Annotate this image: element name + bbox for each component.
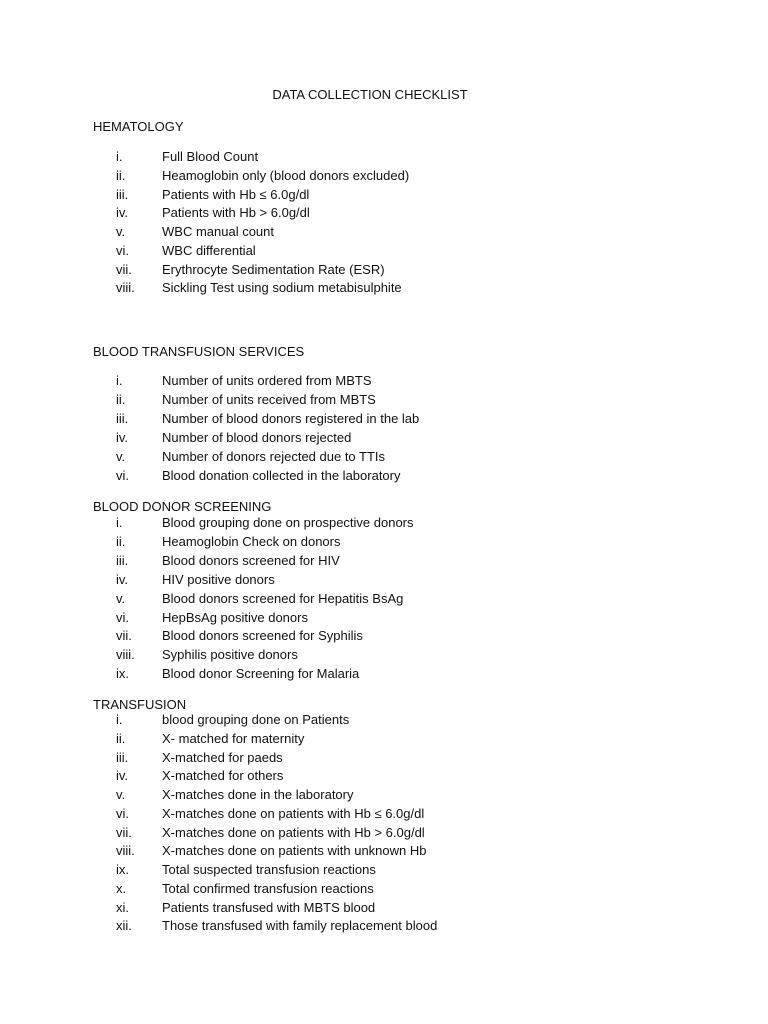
list-item	[116, 429, 351, 447]
item-number: vi.	[116, 610, 129, 625]
list-item	[116, 665, 359, 683]
list-item	[116, 861, 376, 879]
item-text: X-matches done on patients with Hb ≤ 6.0g/dl	[162, 806, 425, 821]
item-text: X-matched for others	[162, 768, 284, 783]
item-number: xi.	[116, 900, 129, 915]
list-item	[116, 514, 414, 532]
item-text: Patients transfused with MBTS blood	[162, 900, 376, 915]
item-text: Patients with Hb ≤ 6.0g/dl	[162, 187, 310, 202]
list-item	[116, 899, 375, 917]
item-number: vii.	[116, 825, 132, 840]
item-number: i.	[116, 712, 123, 727]
section-heading: TRANSFUSION	[93, 697, 187, 712]
item-text: X- matched for maternity	[162, 731, 305, 746]
item-text: Number of blood donors registered in the lab	[162, 411, 420, 426]
item-text: Those transfused with family replacement blood	[162, 918, 438, 933]
list-item	[116, 805, 424, 823]
list-item	[116, 749, 283, 767]
list-item	[116, 880, 374, 898]
item-text: WBC manual count	[162, 224, 274, 239]
item-number: vi.	[116, 806, 129, 821]
list-item	[116, 917, 437, 935]
list-item	[116, 448, 385, 466]
item-number: iii.	[116, 750, 129, 765]
item-number: iii.	[116, 187, 129, 202]
item-number: x.	[116, 881, 127, 896]
item-text: X-matches done on patients with unknown Hb	[162, 843, 427, 858]
list-item	[116, 223, 274, 241]
item-number: vi.	[116, 468, 129, 483]
item-text: Erythrocyte Sedimentation Rate (ESR)	[162, 262, 385, 277]
item-number: xii.	[116, 918, 132, 933]
item-number: ii.	[116, 392, 126, 407]
item-text: Blood donation collected in the laboratory	[162, 468, 401, 483]
item-text: Heamoglobin only (blood donors excluded)	[162, 168, 410, 183]
item-text: Blood donors screened for Syphilis	[162, 628, 363, 643]
list-item	[116, 186, 309, 204]
item-number: i.	[116, 515, 123, 530]
section-heading: HEMATOLOGY	[93, 119, 184, 134]
item-text: Blood grouping done on prospective donors	[162, 515, 414, 530]
list-item	[116, 571, 275, 589]
item-text: X-matches done on patients with Hb > 6.0g/dl	[162, 825, 425, 840]
item-text: Total suspected transfusion reactions	[162, 862, 376, 877]
list-item	[116, 148, 258, 166]
item-number: ii.	[116, 534, 126, 549]
list-item	[116, 242, 256, 260]
item-text: X-matched for paeds	[162, 750, 283, 765]
item-number: ix.	[116, 666, 129, 681]
item-text: Number of units received from MBTS	[162, 392, 376, 407]
list-item	[116, 627, 363, 645]
item-text: Number of units ordered from MBTS	[162, 373, 372, 388]
item-number: vii.	[116, 628, 132, 643]
item-number: v.	[116, 449, 126, 464]
item-text: Number of donors rejected due to TTIs	[162, 449, 386, 464]
item-text: Sickling Test using sodium metabisulphite	[162, 280, 402, 295]
item-number: v.	[116, 224, 126, 239]
item-text: Patients with Hb > 6.0g/dl	[162, 205, 310, 220]
section-heading: BLOOD TRANSFUSION SERVICES	[93, 344, 305, 359]
item-number: ii.	[116, 731, 126, 746]
item-number: vi.	[116, 243, 129, 258]
list-item	[116, 204, 310, 222]
item-text: Blood donor Screening for Malaria	[162, 666, 360, 681]
item-number: viii.	[116, 843, 135, 858]
list-item	[116, 767, 283, 785]
item-number: viii.	[116, 647, 135, 662]
list-item	[116, 410, 419, 428]
document-title: DATA COLLECTION CHECKLIST	[272, 87, 468, 102]
item-number: iv.	[116, 430, 129, 445]
list-item	[116, 842, 427, 860]
item-number: vii.	[116, 262, 132, 277]
list-item	[116, 261, 385, 279]
item-number: i.	[116, 373, 123, 388]
item-number: ii.	[116, 168, 126, 183]
list-item	[116, 786, 354, 804]
item-text: blood grouping done on Patients	[162, 712, 350, 727]
list-item	[116, 467, 401, 485]
item-text: Blood donors screened for Hepatitis BsAg	[162, 591, 404, 606]
list-item	[116, 372, 372, 390]
list-item	[116, 646, 298, 664]
item-text: WBC differential	[162, 243, 256, 258]
item-text: Syphilis positive donors	[162, 647, 298, 662]
item-text: Heamoglobin Check on donors	[162, 534, 341, 549]
list-item	[116, 279, 402, 297]
list-item	[116, 609, 308, 627]
item-text: HepBsAg positive donors	[162, 610, 308, 625]
item-number: ix.	[116, 862, 129, 877]
item-text: X-matches done in the laboratory	[162, 787, 354, 802]
item-number: iv.	[116, 572, 129, 587]
item-number: iv.	[116, 768, 129, 783]
item-number: v.	[116, 787, 126, 802]
list-item	[116, 824, 425, 842]
item-text: Blood donors screened for HIV	[162, 553, 340, 568]
item-number: i.	[116, 149, 123, 164]
item-number: iii.	[116, 553, 129, 568]
item-text: Total confirmed transfusion reactions	[162, 881, 374, 896]
item-number: v.	[116, 591, 126, 606]
item-number: iv.	[116, 205, 129, 220]
list-item	[116, 167, 409, 185]
item-number: viii.	[116, 280, 135, 295]
list-item	[116, 391, 376, 409]
item-text: Full Blood Count	[162, 149, 259, 164]
item-text: HIV positive donors	[162, 572, 275, 587]
item-number: iii.	[116, 411, 129, 426]
list-item	[116, 533, 341, 551]
section-heading: BLOOD DONOR SCREENING	[93, 499, 272, 514]
list-item	[116, 711, 349, 729]
item-text: Number of blood donors rejected	[162, 430, 352, 445]
list-item	[116, 552, 340, 570]
list-item	[116, 590, 403, 608]
list-item	[116, 730, 304, 748]
